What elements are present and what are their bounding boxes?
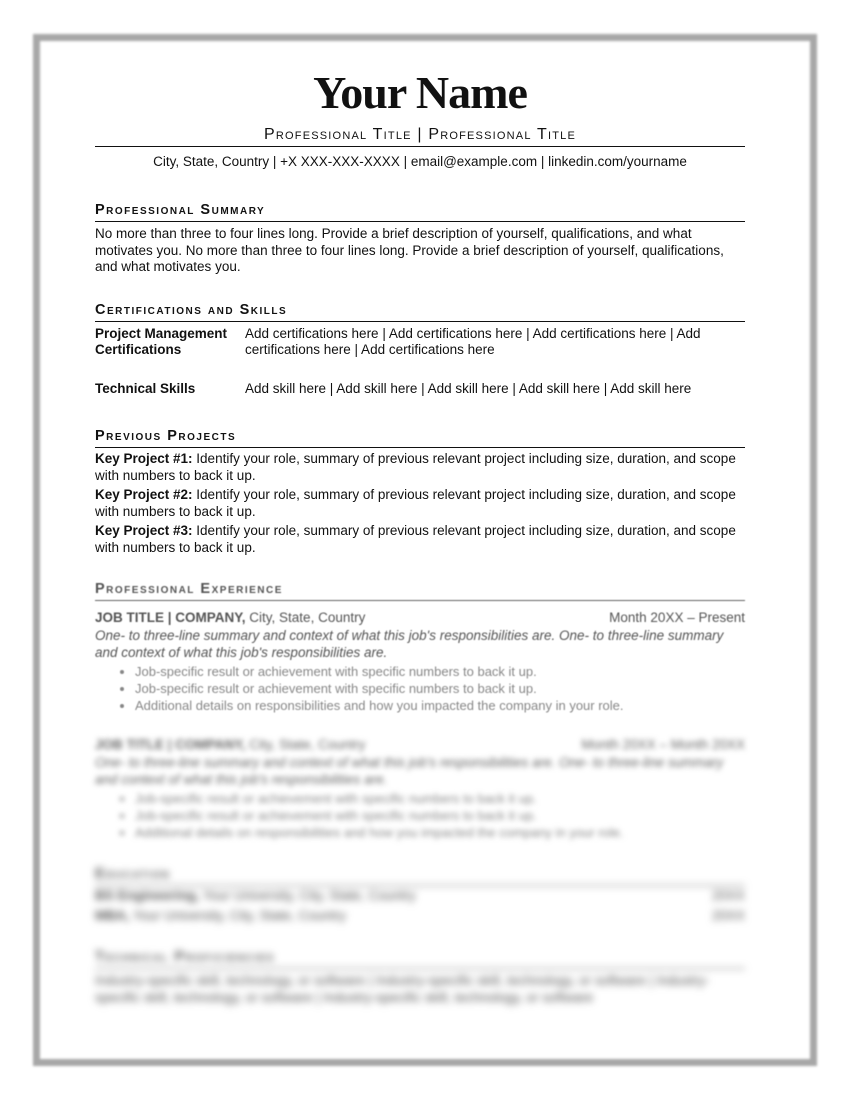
projects-section — [95, 427, 745, 556]
technical-section — [95, 948, 745, 1006]
job-location: City, State, Country — [245, 737, 366, 752]
project-key: Key Project #2: — [95, 487, 193, 502]
education-row — [95, 886, 745, 906]
project-text: Identify your role, summary of previous relevant project including size, duration, and scope with numbers to back it up. — [95, 451, 736, 483]
cert-row-value: Add certifications here | Add certifications here | Add certifications here | Add certifications here | Add certifications here — [245, 325, 701, 357]
project-item — [95, 487, 745, 520]
project-item — [95, 451, 745, 484]
job-header — [95, 609, 745, 627]
job-header — [95, 736, 745, 754]
education-degree: BS Engineering, — [95, 888, 200, 903]
job-bullet: • Job-specific result or achievement with specific numbers to back it up. — [135, 790, 745, 807]
job-summary: One- to three-line summary and context of what this job's responsibilities are. One- to three-line summary and context of what this job's responsibilities are. — [95, 755, 724, 787]
technical-text: Industry-specific skill, technology, or software | Industry-specific skill, technology, or software | Industry-specific skill, technology, or software | Industry-specific skill, technology, or software — [95, 973, 710, 1005]
education-school: Your University, City, State, Country — [129, 908, 346, 923]
job-dates: Month 20XX – Month 20XX — [581, 737, 745, 752]
job-bullet: • Job-specific result or achievement with specific numbers to back it up. — [135, 680, 745, 697]
professional-titles: Professional Title | Professional Title — [264, 126, 576, 143]
certifications-section — [95, 301, 745, 398]
certifications-heading: Certifications and Skills — [95, 301, 745, 322]
job-dates: Month 20XX – Present — [609, 610, 745, 625]
job-entry — [95, 609, 745, 714]
education-section — [95, 865, 745, 926]
project-text: Identify your role, summary of previous relevant project including size, duration, and scope with numbers to back it up. — [95, 523, 736, 555]
project-text: Identify your role, summary of previous relevant project including size, duration, and scope with numbers to back it up. — [95, 487, 736, 519]
skill-row-label: Technical Skills — [95, 380, 196, 396]
job-bullet: • Job-specific result or achievement with specific numbers to back it up. — [135, 807, 745, 824]
project-item — [95, 523, 745, 556]
resume-page — [95, 62, 745, 1006]
summary-section — [95, 201, 745, 276]
job-title-location — [95, 609, 365, 627]
experience-heading: Professional Experience — [95, 580, 745, 601]
job-bullets — [95, 790, 745, 841]
cert-row-label: Project Management Certifications — [95, 325, 228, 357]
skill-row — [95, 381, 745, 398]
job-bullets — [95, 663, 745, 714]
education-row — [95, 906, 745, 926]
job-bullet: • Job-specific result or achievement with specific numbers to back it up. — [135, 663, 745, 680]
technical-heading: Technical Proficiencies — [95, 948, 745, 969]
project-key: Key Project #3: — [95, 523, 193, 538]
experience-section — [95, 580, 745, 841]
cert-row — [95, 326, 745, 359]
experience-job-1 — [95, 580, 745, 714]
job-entry — [95, 736, 745, 841]
education-entry — [95, 906, 346, 926]
job-bullet: • Additional details on responsibilities and how you impacted the company in your role. — [135, 824, 745, 841]
projects-heading: Previous Projects — [95, 427, 745, 448]
job-title-location — [95, 736, 365, 754]
education-heading: Education — [95, 865, 745, 886]
summary-heading: Professional Summary — [95, 201, 745, 222]
job-title: JOB TITLE | COMPANY, — [95, 737, 246, 752]
project-key: Key Project #1: — [95, 451, 193, 466]
summary-text: No more than three to four lines long. Provide a brief description of yourself, qualifications, and what motivates you. No more than three to four lines long. Provide a brief description of yourself, qualifications, and what motivates you. — [95, 226, 724, 274]
job-summary: One- to three-line summary and context of what this job's responsibilities are. One- to three-line summary and context of what this job's responsibilities are. — [95, 628, 724, 660]
education-year: 20XX — [711, 888, 745, 903]
education-degree: MBA, — [95, 908, 130, 923]
job-location: City, State, Country — [245, 610, 366, 625]
education-school: Your University, City, State, Country — [199, 888, 416, 903]
resume-name: Your Name — [313, 67, 527, 118]
job-bullet: • Additional details on responsibilities and how you impacted the company in your role. — [135, 697, 745, 714]
education-entry — [95, 886, 416, 906]
skill-row-value: Add skill here | Add skill here | Add skill here | Add skill here | Add skill here — [245, 380, 692, 396]
header-divider — [95, 146, 745, 147]
contact-line: City, State, Country | +X XXX-XXX-XXXX | email@example.com | linkedin.com/yourname — [153, 154, 687, 169]
education-year: 20XX — [711, 908, 745, 923]
job-title: JOB TITLE | COMPANY, — [95, 610, 246, 625]
